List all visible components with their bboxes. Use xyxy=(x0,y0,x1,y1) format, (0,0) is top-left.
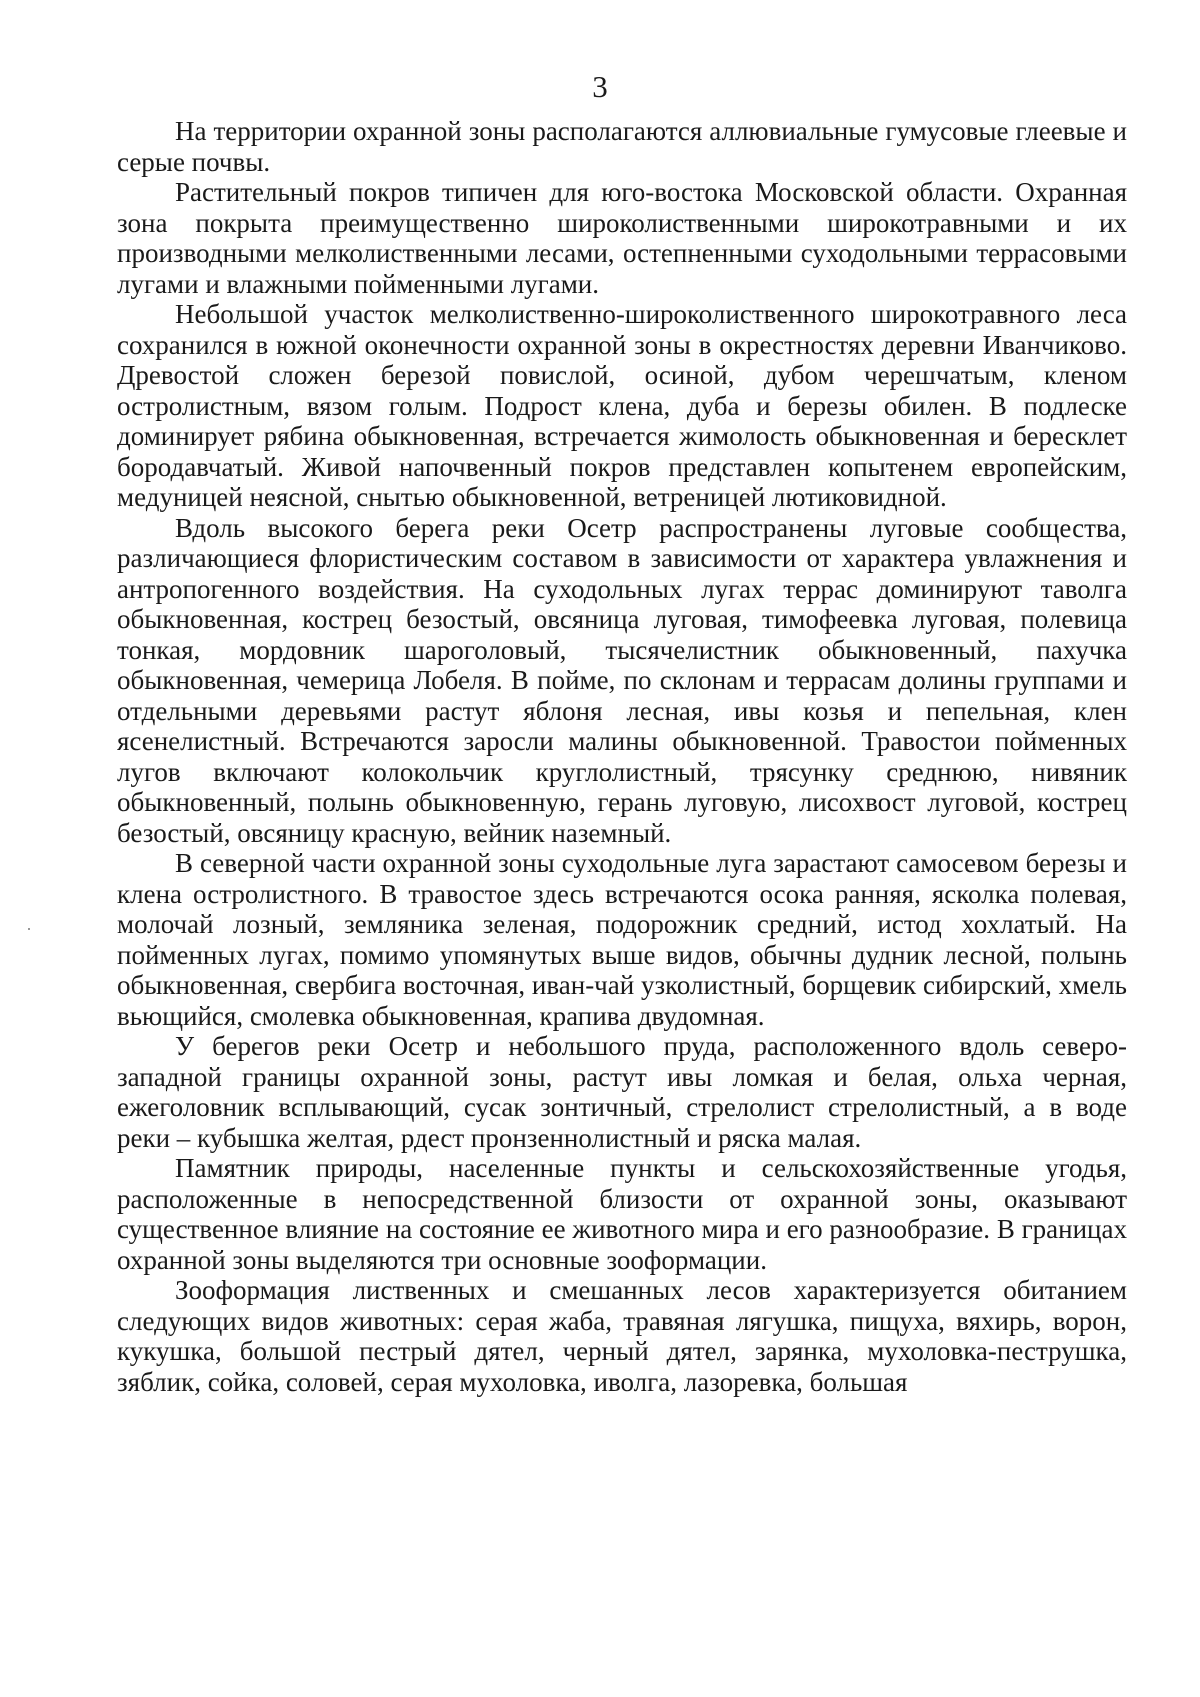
paragraph-fauna-intro: Памятник природы, населенные пункты и сельскохозяйственные угодья, расположенные в непосредственной близости от охранной зоны, оказывают существенное влияние на состояние ее животного мира и его разнообразие. В границах охранной зоны выделяются три основные зоoформации. xyxy=(117,1153,1127,1275)
paragraph-soils: На территории охранной зоны располагаются аллювиальные гумусовые глеевые и серые почвы. xyxy=(117,116,1127,177)
paragraph-vegetation-cover: Растительный покров типичен для юго-востока Московской области. Охранная зона покрыта преимущественно широколиственными широкотравными и их производными мелколиственными лесами, остепненными суходольными террасовыми лугами и влажными пойменными лугами. xyxy=(117,177,1127,299)
paragraph-northern-part: В северной части охранной зоны суходольные луга зарастают самосевом березы и клена остролистного. В травостое здесь встречаются осока ранняя, ясколка полевая, молочай лозный, земляника зеленая, подорожник средний, истод хохлатый. На пойменных лугах, помимо упомянутых выше видов, обычны дудник лесной, полынь обыкновенная, свербига восточная, иван-чай узколистный, борщевик сибирский, хмель вьющийся, смолевка обыкновенная, крапива двудомная. xyxy=(117,848,1127,1031)
scan-speck xyxy=(28,928,30,930)
paragraph-forest-plot: Небольшой участок мелколиственно-широколиственного широкотравного леса сохранился в южной оконечности охранной зоны в окрестностях деревни Иванчиково. Древостой сложен березой повислой, осиной, дубом черешчатым, кленом остролистным, вязом голым. Подрост клена, дуба и березы обилен. В подлеске доминирует рябина обыкновенная, встречается жимолость обыкновенная и бересклет бородавчатый. Живой напочвенный покров представлен копытенем европейским, медуницей неясной, снытью обыкновенной, ветреницей лютиковидной. xyxy=(117,299,1127,512)
body-text xyxy=(117,116,1127,1397)
paragraph-river-banks: У берегов реки Осетр и небольшого пруда, расположенного вдоль северо-западной границы охранной зоны, растут ивы ломкая и белая, ольха черная, ежеголовник всплывающий, сусак зонтичный, стрелолист стрелолистный, а в воде реки – кубышка желтая, рдест пронзеннолистный и ряска малая. xyxy=(117,1031,1127,1153)
paragraph-forest-zooformation: Зооформация лиственных и смешанных лесов характеризуется обитанием следующих видов животных: серая жаба, травяная лягушка, пищуха, вяхирь, ворон, кукушка, большой пестрый дятел, черный дятел, зарянка, мухоловка-пеструшка, зяблик, сойка, соловей, серая мухоловка, иволга, лазоревка, большая xyxy=(117,1275,1127,1397)
page-number: 3 xyxy=(592,69,608,104)
paragraph-meadows: Вдоль высокого берега реки Осетр распространены луговые сообщества, различающиеся флористическим составом в зависимости от характера увлажнения и антропогенного воздействия. На суходольных лугах террас доминируют таволга обыкновенная, кострец безостый, овсяница луговая, тимофеевка луговая, полевица тонкая, мордовник шароголовый, тысячелистник обыкновенный, пахучка обыкновенная, чемерица Лобеля. В пойме, по склонам и террасам долины группами и отдельными деревьями растут яблоня лесная, ивы козья и пепельная, клен ясенелистный. Встречаются заросли малины обыкновенной. Травостои пойменных лугов включают колокольчик круглолистный, трясунку среднюю, нивяник обыкновенный, полынь обыкновенную, герань луговую, лисохвост луговой, кострец безостый, овсяницу красную, вейник наземный. xyxy=(117,512,1127,848)
